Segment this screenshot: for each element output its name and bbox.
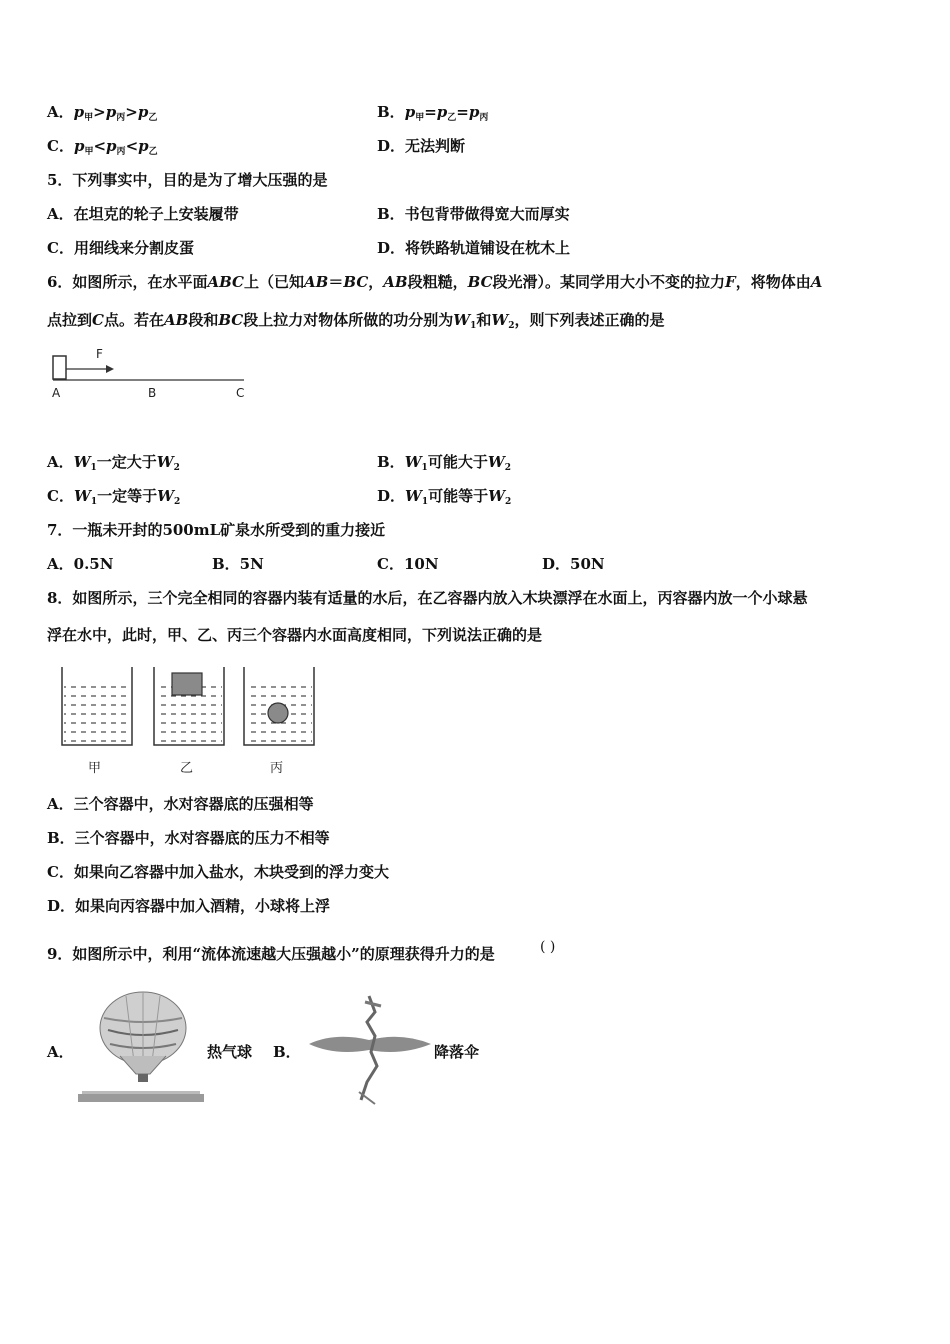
q4-option-c[interactable]: C．$p_甲<p_丙<p_乙$ [47,137,158,157]
q9-option-a-letter[interactable]: A． [47,1043,74,1061]
q8-label-bing: 丙 [270,761,284,776]
q7-option-d[interactable]: D．50N [542,555,605,573]
container-jia [62,667,132,745]
hot-air-balloon-image [78,990,208,1108]
q9-answer-blank[interactable]: ( ) [540,939,556,955]
q6-option-c[interactable]: C．$W_1$一定等于$W_2$ [47,487,181,507]
q8-stem-line2: 浮在水中，此时，甲、乙、丙三个容器内水面高度相同，下列说法正确的是 [47,626,543,644]
q8-option-c[interactable]: C．如果向乙容器中加入盐水，木块受到的浮力变大 [47,863,389,881]
q4-option-b[interactable]: B．$p_甲=p_乙=p_丙$ [377,103,489,123]
q7-option-c[interactable]: C．10N [377,555,439,573]
q9-option-a-label: 热气球 [207,1043,253,1061]
q6-block [53,356,66,379]
q5-option-d[interactable]: D．将铁路轨道铺设在枕木上 [377,239,571,257]
q6-option-d[interactable]: D．$W_1$可能等于$W_2$ [377,487,512,507]
q5-option-b[interactable]: B．书包背带做得宽大而厚实 [377,205,570,223]
container-bing [244,667,314,745]
q6-label-b: B [148,386,157,400]
q5-stem: 5．下列事实中，目的是为了增大压强的是 [47,171,328,189]
q9-stem: 9．如图所示中，利用“流体流速越大压强越小”的原理获得升力的是 [47,945,495,963]
q7-stem: 7．一瓶未开封的500mL矿泉水所受到的重力接近 [47,521,386,539]
q7-option-a[interactable]: A．0.5N [47,555,114,573]
q6-figure [48,348,248,388]
q6-arrowhead [106,365,114,373]
q4-option-a[interactable]: A．$p_甲>p_丙>p_乙$ [47,103,158,123]
q6-stem-line2: 点拉到C点。若在AB段和BC段上拉力对物体所做的功分别为$W_1$和$W_2$，则下列表述正确的是 [47,311,665,331]
q8-option-a[interactable]: A．三个容器中，水对容器底的压强相等 [47,795,314,813]
q6-stem-line1: 6．如图所示，在水平面ABC上（已知AB＝BC，AB段粗糙，BC段光滑）。某同学用大小不变的拉力F，将物体由A [47,273,823,291]
q6-label-a: A [52,386,61,400]
parachute-image [305,992,435,1106]
container-yi [154,667,224,745]
q5-option-c[interactable]: C．用细线来分割皮蛋 [47,239,194,257]
q8-label-jia: 甲 [88,761,102,776]
q8-option-d[interactable]: D．如果向丙容器中加入酒精，小球将上浮 [47,897,331,915]
q9-option-b-letter[interactable]: B． [273,1043,301,1061]
q6-option-a[interactable]: A．$W_1$一定大于$W_2$ [47,453,180,473]
q6-label-f: F [96,347,103,361]
q5-option-a[interactable]: A．在坦克的轮子上安装履带 [47,205,239,223]
q7-option-b[interactable]: B．5N [212,555,264,573]
q6-label-c: C [236,386,245,400]
q8-stem-line1: 8．如图所示，三个完全相同的容器内装有适量的水后，在乙容器内放入木块漂浮在水面上，丙容器内放一个小球悬 [47,589,808,607]
q8-option-b[interactable]: B．三个容器中，水对容器底的压力不相等 [47,829,330,847]
wood-block [172,673,202,695]
q8-label-yi: 乙 [180,761,194,776]
suspended-ball [268,703,288,723]
q4-option-d[interactable]: D．无法判断 [377,137,466,155]
q8-figure [60,665,320,747]
q6-option-b[interactable]: B．$W_1$可能大于$W_2$ [377,453,511,473]
q9-option-b-label: 降落伞 [434,1043,480,1061]
